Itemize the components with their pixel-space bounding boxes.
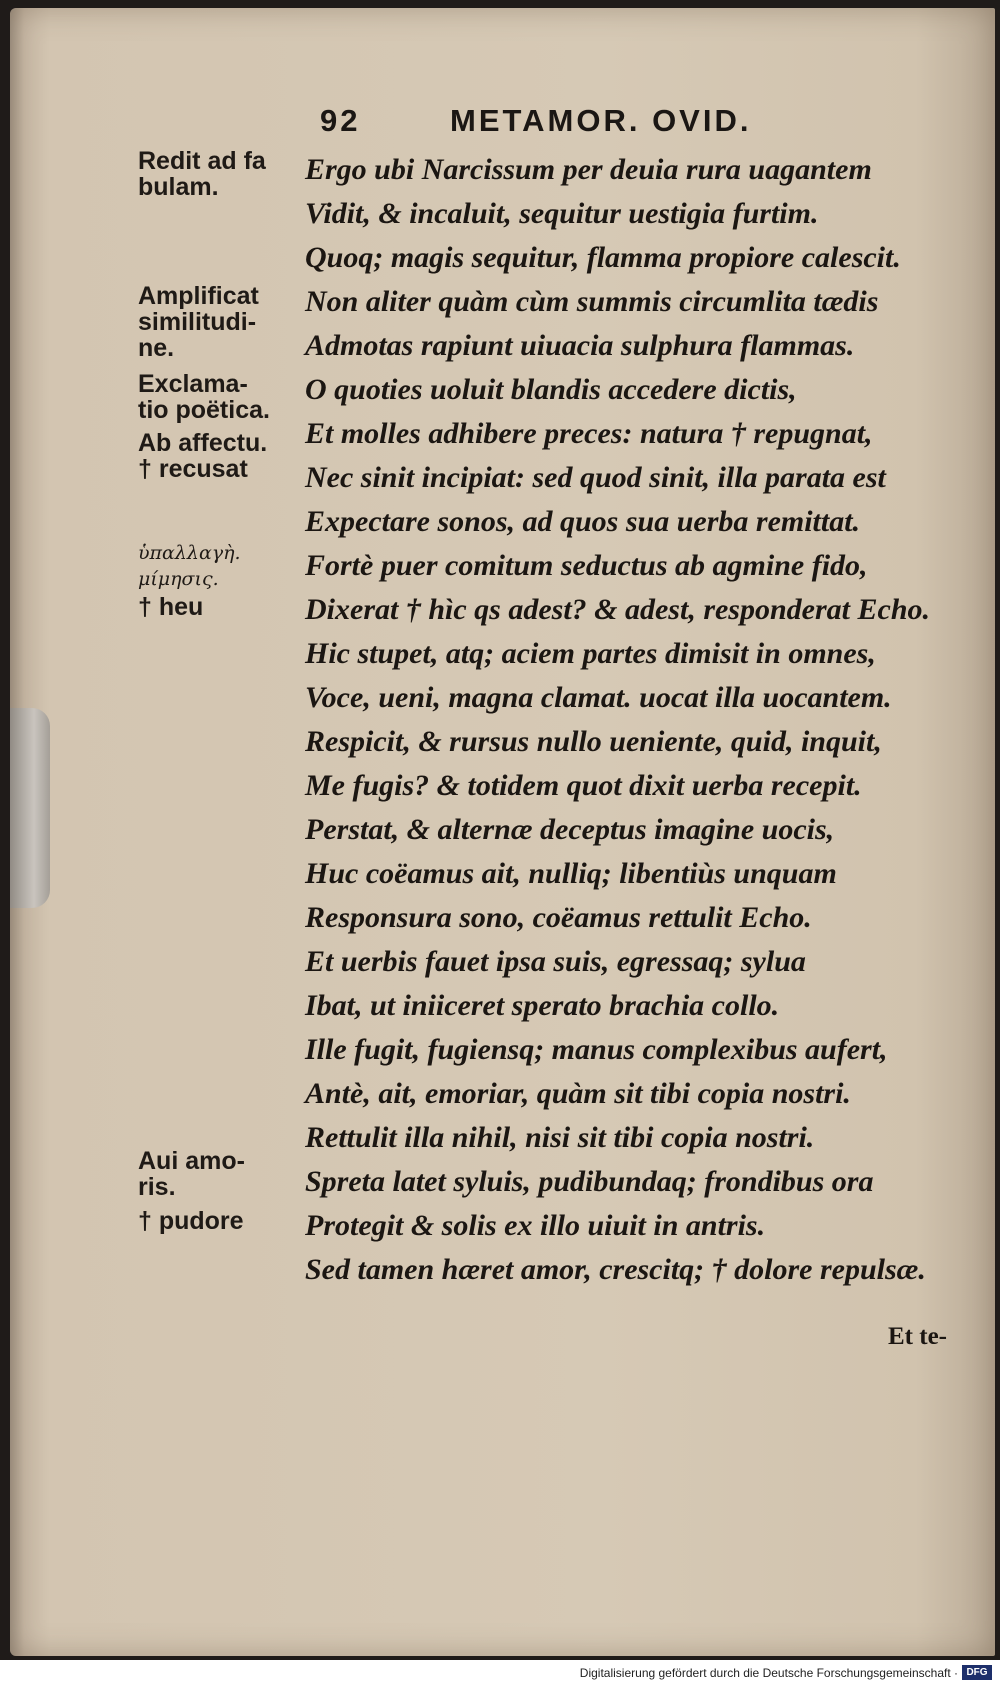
verse-line: Ille fugit, fugiensq; manus complexibus aufert, <box>305 1033 888 1066</box>
verse-line: Perstat, & alternæ deceptus imagine uocis, <box>305 813 835 846</box>
verse-line: Protegit & solis ex illo uiuit in antris. <box>305 1209 766 1242</box>
verse-line: Ergo ubi Narcissum per deuia rura uagantem <box>305 153 872 186</box>
verse-line: Antè, ait, emoriar, quàm sit tibi copia nostri. <box>305 1077 851 1110</box>
verse-line: Responsura sono, coëamus rettulit Echo. <box>305 901 812 934</box>
margin-note: † recusat <box>138 455 248 483</box>
verse-line: Spreta latet syluis, pudibundaq; frondibus ora <box>305 1165 874 1198</box>
verse-line: Huc coëamus ait, nulliq; libentiùs unquam <box>305 857 837 890</box>
verse-line: Expectare sonos, ad quos sua uerba remittat. <box>305 505 861 538</box>
margin-note: Aui amo- ris. <box>138 1147 245 1201</box>
verse-line: Respicit, & rursus nullo ueniente, quid, inquit, <box>305 725 882 758</box>
verse-line: Dixerat † hìc qs adest? & adest, responderat Echo. <box>305 593 931 626</box>
margin-note: Redit ad fa bulam. <box>138 147 266 201</box>
verse-line: Vidit, & incaluit, sequitur uestigia furtim. <box>305 197 819 230</box>
running-title: METAMOR. OVID. <box>450 103 752 138</box>
margin-note: Ab affectu. <box>138 429 268 457</box>
verse-line: Et uerbis fauet ipsa suis, egressaq; sylua <box>305 945 806 978</box>
book-page <box>10 8 995 1656</box>
verse-line: Non aliter quàm cùm summis circumlita tædis <box>305 285 879 318</box>
verse-line: Quoq; magis sequitur, flamma propiore calescit. <box>305 241 901 274</box>
catchword: Et te- <box>888 1323 947 1350</box>
footer-bar <box>0 1660 1000 1688</box>
verse-line: Hic stupet, atq; aciem partes dimisit in omnes, <box>305 637 876 670</box>
margin-note: † pudore <box>138 1207 244 1235</box>
verse-line: Nec sinit incipiat: sed quod sinit, illa parata est <box>305 461 886 494</box>
margin-note: Amplificat similitudi- ne. <box>138 282 259 362</box>
verse-line: Ibat, ut iniiceret sperato brachia collo. <box>305 989 780 1022</box>
margin-note: Exclama- tio poëtica. <box>138 370 270 424</box>
dfg-logo-icon[interactable]: DFG <box>962 1665 992 1680</box>
page-clip <box>10 708 50 908</box>
margin-note-greek: ὑπαλλαγὴ. μίμησις. <box>138 542 241 590</box>
margin-note: † heu <box>138 593 204 621</box>
verse-line: Et molles adhibere preces: natura † repugnat, <box>305 417 873 450</box>
verse-line: Admotas rapiunt uiuacia sulphura flammas. <box>305 329 855 362</box>
page-header <box>320 103 920 147</box>
page-number: 92 <box>320 103 361 138</box>
verse-line: Fortè puer comitum seductus ab agmine fido, <box>305 549 868 582</box>
verse-line: Sed tamen hæret amor, crescitq; † dolore repulsæ. <box>305 1253 926 1286</box>
verse-line: Rettulit illa nihil, nisi sit tibi copia nostri. <box>305 1121 815 1154</box>
verse-line: Me fugis? & totidem quot dixit uerba recepit. <box>305 769 862 802</box>
digitization-credit: Digitalisierung gefördert durch die Deutsche Forschungsgemeinschaft · <box>579 1666 958 1680</box>
verse-line: O quoties uoluit blandis accedere dictis, <box>305 373 797 406</box>
verse-line: Voce, ueni, magna clamat. uocat illa uocantem. <box>305 681 892 714</box>
